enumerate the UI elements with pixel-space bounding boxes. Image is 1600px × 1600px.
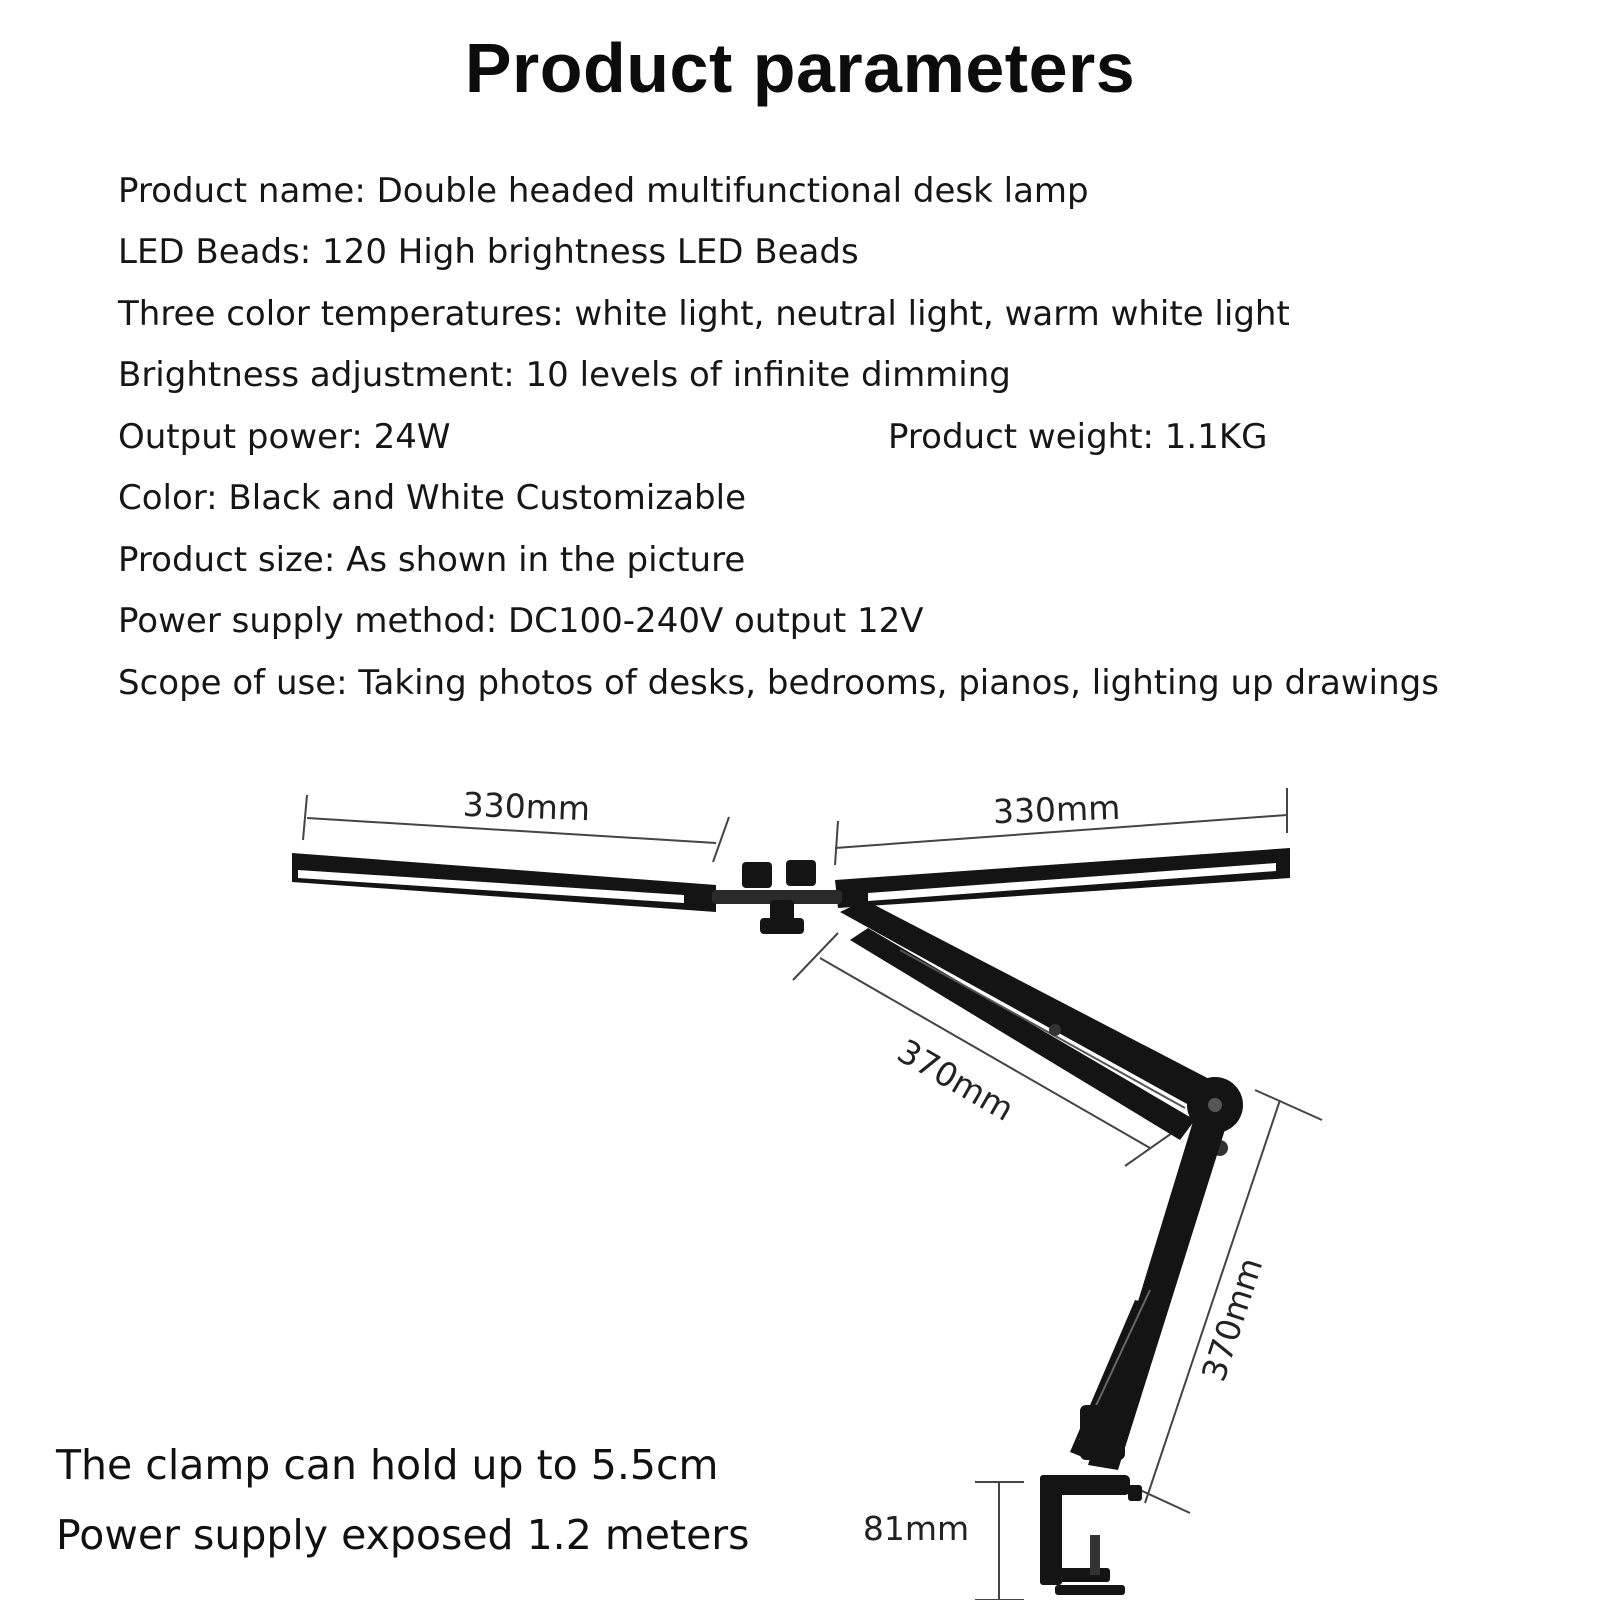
spec-output-power: Output power: 24W	[118, 417, 451, 457]
note-power-cable: Power supply exposed 1.2 meters	[56, 1511, 750, 1559]
page-title: Product parameters	[464, 29, 1136, 107]
dim-tick	[835, 821, 838, 865]
spec-product-size: Product size: As shown in the picture	[118, 540, 746, 580]
lamp-upper-arm	[840, 900, 1240, 1140]
dim-label-upper-arm: 370mm	[890, 1031, 1021, 1129]
dim-tick	[1255, 1090, 1322, 1120]
lamp-head-right	[835, 848, 1290, 908]
dim-tick	[793, 933, 838, 980]
spec-color: Color: Black and White Customizable	[118, 478, 747, 518]
dim-tick	[1140, 1490, 1190, 1513]
lamp-lower-arm	[1070, 1115, 1228, 1470]
dim-label-clamp: 81mm	[862, 1509, 970, 1548]
dim-label-right-head: 330mm	[992, 787, 1121, 832]
spec-brightness: Brightness adjustment: 10 levels of infinite dimming	[118, 355, 1011, 395]
spec-product-weight: Product weight: 1.1KG	[888, 417, 1268, 457]
spec-product-name: Product name: Double headed multifunctional desk lamp	[118, 171, 1089, 211]
dim-tick	[303, 795, 307, 840]
spec-led-beads: LED Beads: 120 High brightness LED Beads	[118, 232, 859, 272]
spec-color-temperatures: Three color temperatures: white light, neutral light, warm white light	[118, 294, 1290, 334]
dim-label-left-head: 330mm	[462, 784, 591, 829]
lamp-clamp	[1040, 1475, 1142, 1595]
center-joint	[712, 860, 842, 934]
spec-power-supply: Power supply method: DC100-240V output 12V	[118, 601, 924, 641]
lamp-head-left	[292, 853, 716, 912]
note-clamp-capacity: The clamp can hold up to 5.5cm	[56, 1441, 719, 1489]
spec-scope: Scope of use: Taking photos of desks, bedrooms, pianos, lighting up drawings	[118, 663, 1439, 703]
dim-label-lower-arm: 370mm	[1193, 1252, 1271, 1386]
dim-tick	[713, 817, 729, 862]
